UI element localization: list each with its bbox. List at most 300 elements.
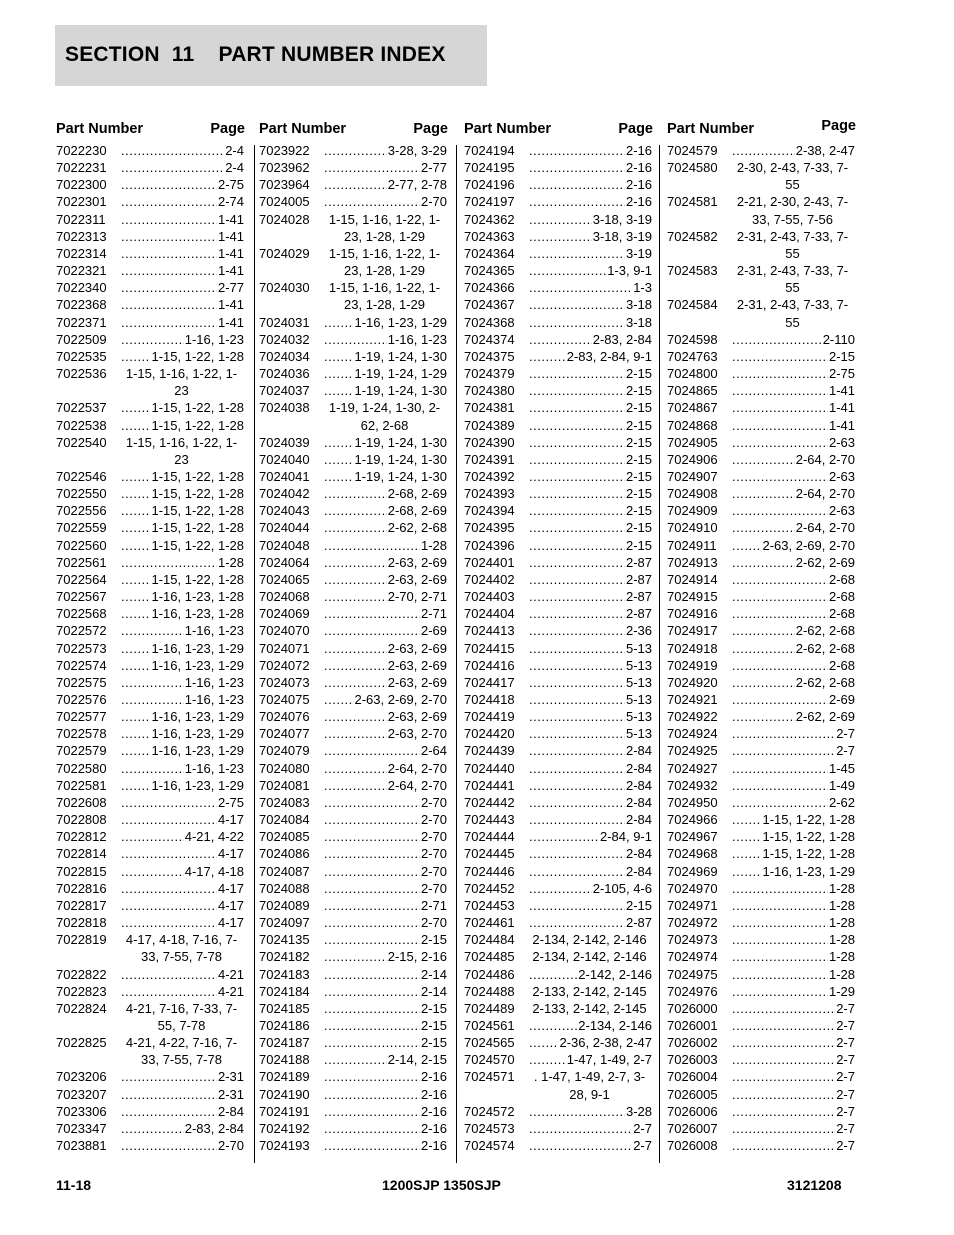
part-number: 7024042: [259, 486, 310, 502]
page-reference: 1-15, 1-16, 1-22, 1-23, 1-28, 1-29: [328, 245, 441, 279]
part-number: 7024453: [464, 897, 515, 913]
dot-leader: [732, 399, 828, 416]
part-number: 7024402: [464, 571, 515, 587]
index-entry: [259, 640, 447, 657]
page-reference: [732, 605, 855, 622]
dot-leader: [732, 588, 828, 605]
page-reference: [529, 725, 652, 742]
index-entry: [259, 914, 447, 931]
dot-leader: [732, 502, 828, 519]
index-entry: [464, 228, 652, 245]
page-value: 2-36: [625, 623, 652, 639]
page-value: 2-62, 2-68: [387, 520, 447, 536]
part-number: 7024484: [464, 932, 515, 948]
dot-leader: [529, 142, 625, 159]
page-reference: [121, 760, 244, 777]
dot-leader: [732, 1068, 835, 1085]
dot-leader: [732, 331, 822, 348]
dot-leader: [121, 622, 184, 639]
page-value: 2-83, 2-84, 9-1: [566, 348, 652, 364]
dot-leader: [324, 1120, 420, 1137]
index-entry: [259, 485, 447, 502]
index-entry: [464, 1034, 652, 1051]
dot-leader: [732, 348, 828, 365]
page-reference: [732, 365, 855, 382]
page-reference: [732, 966, 855, 983]
index-entry: [464, 1068, 652, 1102]
dot-leader: [732, 382, 828, 399]
page-value: 1-16, 1-23: [184, 692, 244, 707]
dot-leader: [121, 314, 217, 331]
index-entry: [56, 845, 244, 862]
part-number: 7024068: [259, 589, 310, 605]
page-value: 4-17, 4-18: [184, 863, 244, 879]
page-reference: [732, 142, 855, 159]
index-entry: [464, 845, 652, 862]
page-value: 2-63, 2-69: [387, 640, 447, 656]
index-entry: [667, 880, 855, 897]
page-reference: [324, 468, 447, 485]
page-reference: [529, 193, 652, 210]
page-value: 2-142, 2-146: [578, 966, 652, 982]
part-number: 7023922: [259, 143, 310, 158]
page-reference: [732, 914, 855, 931]
index-entry: [667, 845, 855, 862]
index-entry: [667, 485, 855, 502]
page-value: 1-15, 1-22, 1-28: [151, 503, 244, 519]
index-entry: [667, 760, 855, 777]
part-number: 7022815: [56, 863, 107, 879]
index-entry: [464, 571, 652, 588]
dot-leader: [529, 1017, 577, 1034]
index-entry: [259, 314, 447, 331]
page-value: 2-16: [625, 143, 652, 158]
page-value: 1-16, 1-23, 1-29: [151, 640, 244, 656]
part-number: 7024079: [259, 743, 310, 759]
index-entry: [56, 983, 244, 1000]
part-number: 7024048: [259, 537, 310, 553]
page-reference: [324, 588, 447, 605]
page-reference: [732, 777, 855, 794]
dot-leader: [529, 537, 625, 554]
dot-leader: [121, 880, 217, 897]
page-value: 1-28: [217, 554, 244, 570]
index-entry: [259, 588, 447, 605]
page-value: 1-16, 1-23, 1-29: [762, 863, 855, 879]
index-entry: [667, 914, 855, 931]
index-entry: [259, 1103, 447, 1120]
part-number: 7024580: [667, 160, 718, 176]
part-number: 7024401: [464, 554, 515, 570]
part-number: 7024486: [464, 966, 515, 982]
page-value: 2-15: [828, 348, 855, 364]
dot-leader: [529, 1120, 632, 1137]
part-number: 7024391: [464, 451, 515, 467]
index-entry: [56, 622, 244, 639]
index-entry: [259, 794, 447, 811]
part-number: 7024076: [259, 709, 310, 725]
index-entry: [56, 725, 244, 742]
part-number: 7024039: [259, 434, 310, 450]
page-value: 1-41: [828, 400, 855, 416]
page-reference: [324, 1103, 447, 1120]
index-entry: [667, 142, 855, 159]
dot-leader: [732, 777, 828, 794]
index-entry: [464, 674, 652, 691]
page-value: 4-17: [217, 915, 244, 931]
part-number: 7024037: [259, 383, 310, 399]
page-value: 1-3, 9-1: [607, 263, 652, 279]
page-value: 2-69: [828, 692, 855, 707]
index-entry: [464, 348, 652, 365]
index-entry: [464, 176, 652, 193]
part-number: 7024075: [259, 692, 310, 707]
page-reference: 4-21, 4-22, 7-16, 7-33, 7-55, 7-78: [125, 1035, 238, 1068]
index-entry: [259, 451, 447, 468]
dot-leader: [121, 863, 184, 880]
dot-leader: [732, 914, 828, 931]
index-entry: [56, 1120, 244, 1137]
part-number: 7024572: [464, 1103, 515, 1119]
part-number: 7022301: [56, 194, 107, 210]
dot-leader: [324, 142, 387, 159]
dot-leader: [732, 931, 828, 948]
dot-leader: [529, 1137, 632, 1154]
index-entry: [259, 434, 447, 451]
page-reference: [324, 331, 447, 348]
dot-leader: [529, 262, 606, 279]
dot-leader: [732, 434, 828, 451]
dot-leader: [529, 794, 625, 811]
page-value: 2-15: [625, 366, 652, 382]
page-reference: [324, 159, 447, 176]
index-entry: [464, 863, 652, 880]
page-value: 2-87: [625, 554, 652, 570]
part-number: 7024967: [667, 829, 718, 845]
index-entry: [259, 1034, 447, 1051]
column-header: [464, 118, 652, 142]
part-number: 7022819: [56, 932, 107, 948]
dot-leader: [732, 1137, 835, 1154]
index-entry: [259, 331, 447, 348]
page-reference: [732, 725, 855, 742]
index-entry: [464, 296, 652, 313]
page-reference: [529, 451, 652, 468]
index-entry: [56, 863, 244, 880]
page-value: 2-134, 2-146: [578, 1017, 652, 1033]
dot-leader: [121, 811, 217, 828]
part-number: 7024416: [464, 657, 515, 673]
index-entry: [667, 348, 855, 365]
page-value: 1-16, 1-23, 1-28: [151, 606, 244, 622]
page-reference: [324, 845, 447, 862]
dot-leader: [324, 657, 387, 674]
page-reference: [732, 1103, 855, 1120]
page-reference: [529, 245, 652, 262]
page-value: 1-41: [217, 297, 244, 313]
dot-leader: [529, 571, 625, 588]
part-number: 7024185: [259, 1000, 310, 1016]
page-value: 1-16, 1-23, 1-29: [151, 657, 244, 673]
page-value: 1-15, 1-22, 1-28: [151, 400, 244, 416]
page-value: 2-71: [420, 606, 447, 622]
part-number: 7024036: [259, 366, 310, 382]
page-reference: [324, 622, 447, 639]
dot-leader: [529, 742, 625, 759]
index-entry: [464, 399, 652, 416]
dot-leader: [324, 159, 420, 176]
page-value: 2-69: [420, 623, 447, 639]
page-value: 1-28: [828, 966, 855, 982]
part-number: 7024971: [667, 897, 718, 913]
page-value: 2-16: [625, 194, 652, 210]
page-reference: [529, 279, 652, 296]
index-entry: [464, 725, 652, 742]
page-reference: [324, 554, 447, 571]
page-value: 2-71: [420, 897, 447, 913]
page-reference: [324, 691, 447, 708]
index-entry: [56, 142, 244, 159]
part-number: 7024088: [259, 880, 310, 896]
part-number: 7024034: [259, 348, 310, 364]
page-value: 2-7: [836, 1120, 855, 1136]
page-reference: 1-15, 1-16, 1-22, 1-23, 1-28, 1-29: [328, 280, 441, 313]
page-value: 2-84: [217, 1103, 244, 1119]
part-number: 7024081: [259, 777, 310, 793]
dot-leader: [529, 485, 625, 502]
page-reference: [121, 262, 244, 279]
dot-leader: [121, 1068, 217, 1085]
page-value: 2-16: [625, 177, 652, 193]
page-reference: [324, 519, 447, 536]
page-value: 2-16: [420, 1069, 447, 1085]
page-value: 1-41: [828, 417, 855, 433]
index-entry: [259, 863, 447, 880]
page-reference: 2-133, 2-142, 2-145: [532, 983, 647, 999]
index-entry: [667, 742, 855, 759]
index-entry: [667, 1017, 855, 1034]
dot-leader: [121, 399, 150, 416]
page-reference: [529, 159, 652, 176]
dot-leader: [324, 1103, 420, 1120]
part-number: 7024867: [667, 400, 718, 416]
part-number-header: Part Number: [464, 121, 552, 137]
part-number: 7022573: [56, 640, 107, 656]
page-value: 2-64, 2-70: [795, 451, 855, 467]
part-number-header: Part Number: [259, 121, 347, 137]
page-reference: [529, 485, 652, 502]
page-value: 2-15: [625, 400, 652, 416]
page-reference: [732, 519, 855, 536]
page-value: 2-63: [828, 434, 855, 450]
entry-list: [464, 142, 652, 1154]
dot-leader: [732, 897, 828, 914]
index-entry: [259, 931, 447, 948]
part-number: 7024909: [667, 503, 718, 519]
page-value: 1-19, 1-24, 1-30: [354, 468, 447, 484]
part-number: 7024920: [667, 674, 718, 690]
dot-leader: [529, 245, 625, 262]
dot-leader: [529, 451, 625, 468]
index-entry: [56, 760, 244, 777]
page-reference: [324, 657, 447, 674]
page-reference: [529, 863, 652, 880]
page-reference: [121, 399, 244, 416]
page-value: 2-7: [836, 1000, 855, 1016]
page-reference: [529, 211, 652, 228]
page-reference: [121, 1120, 244, 1137]
page-reference: [529, 331, 652, 348]
part-number: 7024389: [464, 417, 515, 433]
part-number: 7024087: [259, 863, 310, 879]
page-value: 3-18: [625, 297, 652, 313]
page-reference: [529, 657, 652, 674]
part-number: 7024064: [259, 554, 310, 570]
page-reference: [732, 348, 855, 365]
index-entry: [56, 519, 244, 536]
dot-leader: [121, 348, 150, 365]
section-title: SECTION 11 PART NUMBER INDEX: [65, 43, 446, 66]
index-entry: [667, 674, 855, 691]
page-reference: [732, 451, 855, 468]
index-entry: [56, 485, 244, 502]
part-number: 7024031: [259, 314, 310, 330]
page-reference: [324, 828, 447, 845]
page-value: 1-41: [217, 228, 244, 244]
page-value: 2-7: [836, 1017, 855, 1033]
index-entry: [667, 434, 855, 451]
index-entry: [464, 605, 652, 622]
part-number: 7024573: [464, 1120, 515, 1136]
dot-leader: [529, 897, 625, 914]
index-entry: [56, 708, 244, 725]
page-reference: [529, 811, 652, 828]
dot-leader: [732, 674, 795, 691]
page-value: 2-7: [836, 1138, 855, 1154]
part-number: 7026003: [667, 1052, 718, 1068]
index-entry: [464, 554, 652, 571]
index-entry: [667, 451, 855, 468]
page-reference: [121, 725, 244, 742]
dot-leader: [529, 588, 625, 605]
dot-leader: [732, 845, 761, 862]
index-entry: [56, 571, 244, 588]
page-reference: [732, 983, 855, 1000]
part-number: 7022313: [56, 228, 107, 244]
dot-leader: [324, 193, 420, 210]
part-number: 7024868: [667, 417, 718, 433]
page-reference: [529, 966, 652, 983]
dot-leader: [529, 279, 632, 296]
page-reference: [324, 674, 447, 691]
dot-leader: [324, 845, 420, 862]
part-number: 7024913: [667, 554, 718, 570]
index-entry: [56, 674, 244, 691]
dot-leader: [121, 742, 150, 759]
part-number: 7024197: [464, 194, 515, 210]
part-number: 7024135: [259, 932, 310, 948]
dot-leader: [121, 176, 217, 193]
page-value: 2-15: [420, 1000, 447, 1016]
part-number: 7022230: [56, 143, 107, 158]
dot-leader: [529, 296, 625, 313]
page-value: 1-28: [828, 915, 855, 931]
page-value: 1-41: [217, 211, 244, 227]
page-reference: [121, 605, 244, 622]
page-value: 2-84: [625, 743, 652, 759]
index-entry: [667, 159, 855, 193]
dot-leader: [732, 983, 828, 1000]
page-reference: 2-134, 2-142, 2-146: [532, 932, 647, 948]
index-entry: [56, 228, 244, 245]
page-value: 1-16, 1-23: [184, 674, 244, 690]
part-number: 7022311: [56, 211, 106, 227]
page-value: 2-7: [836, 726, 855, 742]
page-reference: [324, 708, 447, 725]
page-value: 1-16, 1-23, 1-29: [151, 743, 244, 759]
dot-leader: [529, 417, 625, 434]
part-number: 7024441: [464, 777, 515, 793]
page-reference: [732, 331, 855, 348]
page-reference: [324, 1051, 447, 1068]
footer-doc-number: 3121208: [787, 1177, 842, 1193]
dot-leader: [324, 1137, 420, 1154]
dot-leader: [529, 640, 625, 657]
page-reference: [324, 914, 447, 931]
index-entry: [464, 1120, 652, 1137]
part-number: 7024374: [464, 331, 515, 347]
part-number: 7024561: [464, 1017, 515, 1033]
page-value: 2-16: [420, 1120, 447, 1136]
page-value: 1-15, 1-22, 1-28: [151, 571, 244, 587]
page-reference: [121, 571, 244, 588]
page-reference: [529, 640, 652, 657]
dot-leader: [529, 605, 625, 622]
page-reference: [324, 537, 447, 554]
part-number: 7024906: [667, 451, 718, 467]
part-number: 7024390: [464, 434, 515, 450]
index-entry: [667, 1051, 855, 1068]
dot-leader: [529, 1103, 625, 1120]
page-reference: [732, 588, 855, 605]
dot-leader: [324, 777, 387, 794]
page-value: 4-21: [217, 983, 244, 999]
dot-leader: [121, 914, 217, 931]
dot-leader: [732, 142, 795, 159]
part-number: 7024069: [259, 606, 310, 622]
page-value: 1-15, 1-22, 1-28: [762, 829, 855, 845]
page-value: 2-74: [217, 194, 244, 210]
page-value: 2-38, 2-47: [795, 143, 855, 158]
part-number: 7022540: [56, 434, 107, 450]
page-value: 1-15, 1-22, 1-28: [151, 348, 244, 364]
page-reference: [121, 777, 244, 794]
part-number: 7024921: [667, 692, 718, 707]
index-entry: [464, 262, 652, 279]
dot-leader: [324, 863, 420, 880]
part-number: 7022550: [56, 486, 107, 502]
page-value: 2-63, 2-69: [387, 709, 447, 725]
page-value: 2-31: [217, 1069, 244, 1085]
part-number: 7024065: [259, 571, 310, 587]
page-value: 2-36, 2-38, 2-47: [559, 1035, 652, 1051]
page-reference: 4-17, 4-18, 7-16, 7-33, 7-55, 7-78: [125, 932, 238, 965]
part-number: 7022371: [56, 314, 107, 330]
page-value: 1-19, 1-24, 1-30: [354, 383, 447, 399]
part-number: 7024565: [464, 1035, 515, 1051]
dot-leader: [324, 485, 387, 502]
page-value: 3-18: [625, 314, 652, 330]
